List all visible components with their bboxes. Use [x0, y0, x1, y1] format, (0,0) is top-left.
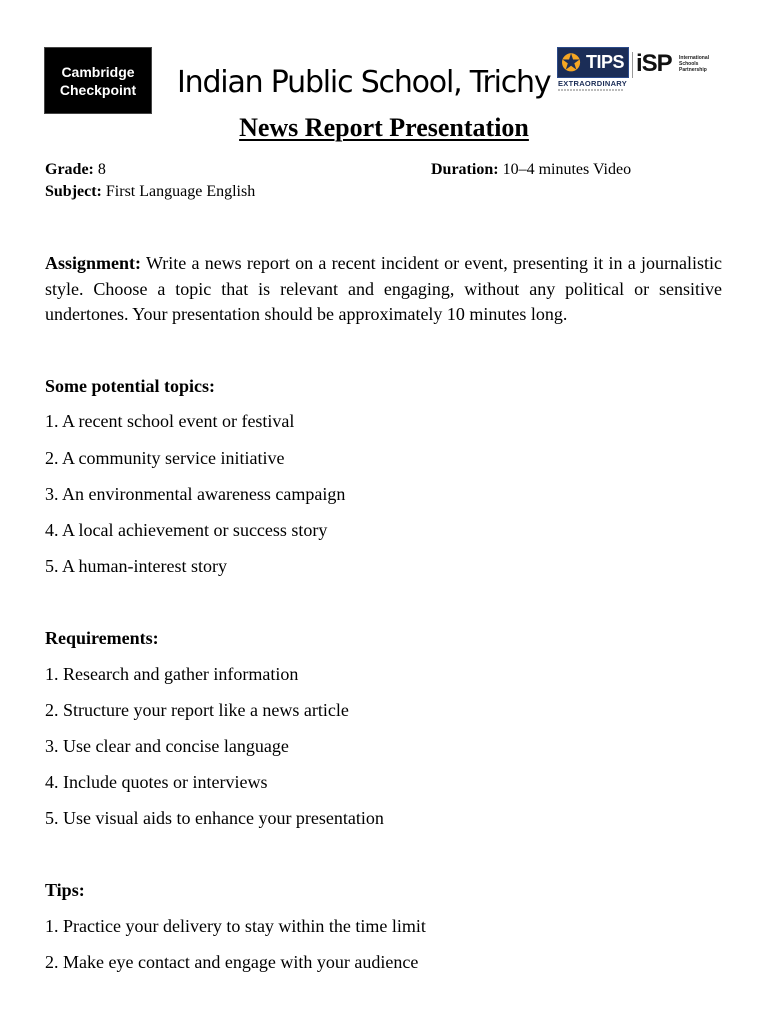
tip-item: 2. Make eye contact and engage with your audience [45, 952, 419, 972]
requirement-item: 4. Include quotes or interviews [45, 772, 268, 792]
isp-logo-text-line-3: Partnership [679, 67, 707, 73]
requirement-item: 1. Research and gather information [45, 664, 299, 684]
tips-logo [557, 47, 629, 92]
isp-logo-text-line-1: International [679, 55, 710, 61]
requirement-item: 5. Use visual aids to enhance your presentation [45, 808, 384, 828]
tips-logo-slogan [558, 89, 624, 91]
assignment-text: Write a news report on a recent incident or event, presenting it in a journalistic style. Choose a topic that is relevant and engaging, without any political or sensitive undertones. Your presentation should be approximately 10 minutes long. [45, 253, 723, 325]
topic-item: 2. A community service initiative [45, 448, 285, 468]
requirement-item: 3. Use clear and concise language [45, 736, 289, 756]
duration-value: 10–4 minutes Video [502, 161, 632, 178]
grade-line [45, 160, 106, 180]
subject-label: Subject: [45, 183, 102, 200]
isp-logo-text [679, 55, 709, 73]
subject-value: First Language English [105, 183, 256, 200]
tips-logo-tagline: EXTRAORDINARY [558, 79, 628, 88]
assignment-paragraph [45, 251, 722, 328]
star-icon: ✪ [561, 49, 582, 77]
duration-label: Duration: [431, 161, 499, 178]
grade-value: 8 [97, 161, 106, 178]
topic-item: 4. A local achievement or success story [45, 520, 328, 540]
duration-line [431, 160, 631, 180]
requirements-heading: Requirements: [45, 628, 159, 648]
requirement-item: 2. Structure your report like a news article [45, 700, 349, 720]
cambridge-logo-line-2: Checkpoint [59, 81, 137, 98]
cambridge-checkpoint-logo [44, 47, 152, 114]
tips-heading: Tips: [45, 880, 85, 900]
topics-heading: Some potential topics: [45, 376, 215, 396]
tips-logo-mark [557, 47, 629, 78]
assignment-label: Assignment: [45, 253, 142, 273]
grade-label: Grade: [45, 161, 94, 178]
isp-logo: iSP [636, 50, 672, 77]
subject-line [45, 182, 255, 202]
topic-item: 3. An environmental awareness campaign [45, 484, 346, 504]
tip-item: 1. Practice your delivery to stay within the time limit [45, 916, 426, 936]
cambridge-logo-line-1: Cambridge [61, 63, 135, 80]
tips-logo-word: TIPS [586, 52, 625, 72]
logo-divider [632, 52, 633, 78]
document-title [0, 112, 768, 144]
topic-item: 5. A human-interest story [45, 556, 227, 576]
school-name: Indian Public School, Trichy [177, 65, 551, 100]
isp-logo-text-line-2: Schools [679, 61, 699, 67]
document-title-text: News Report Presentation [239, 113, 529, 142]
topic-item: 1. A recent school event or festival [45, 411, 295, 431]
